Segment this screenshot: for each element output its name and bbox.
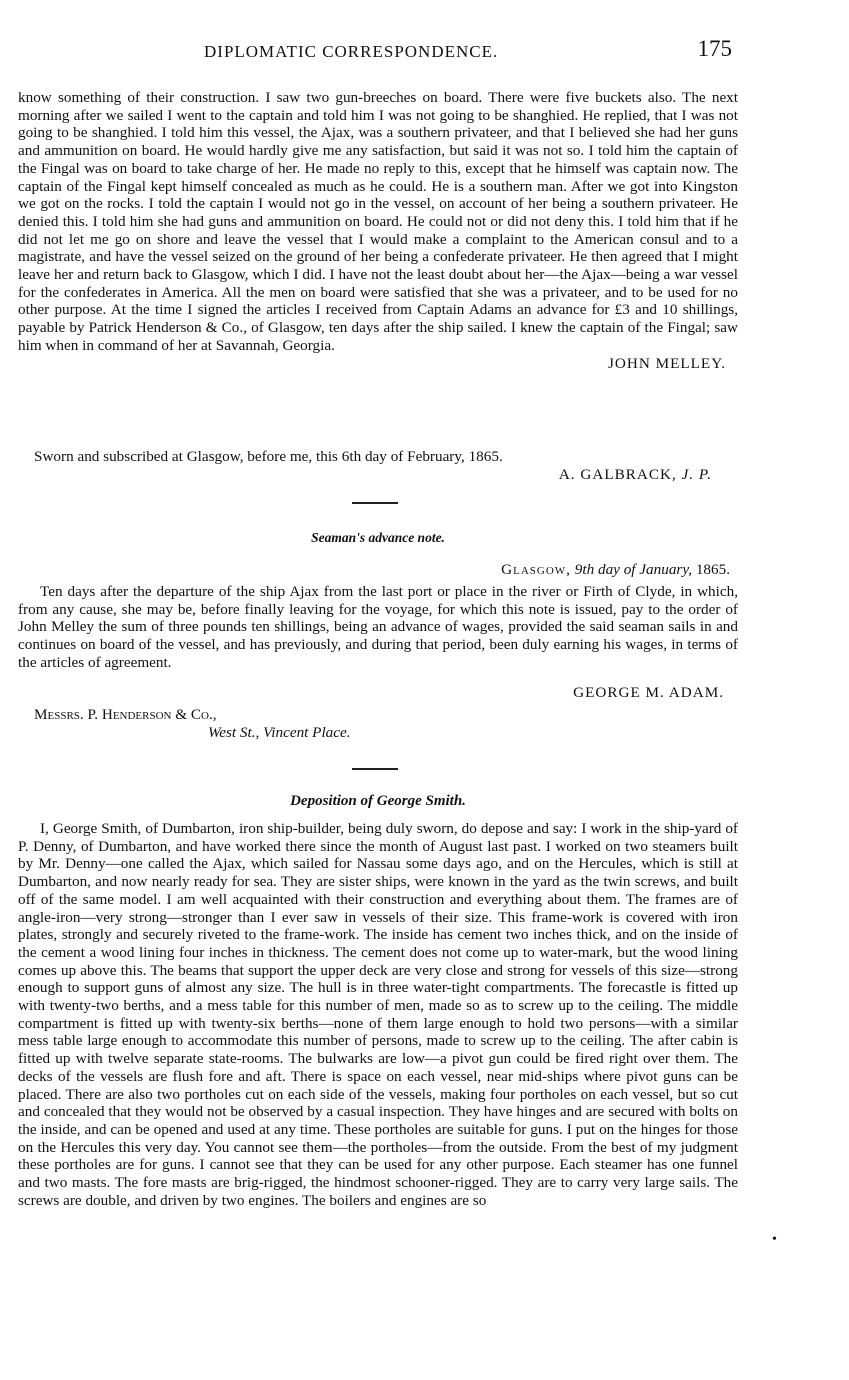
melley-signature: JOHN MELLEY. (607, 354, 726, 372)
dateline-city: Glasgow, (501, 561, 571, 578)
justice-signature (18, 466, 738, 484)
melley-testimony (18, 89, 738, 373)
advance-note-heading: Seaman's advance note. (311, 530, 445, 545)
running-title: DIPLOMATIC CORRESPONDENCE. (204, 42, 499, 61)
advance-note-dateline (501, 561, 730, 579)
addressee-block (34, 706, 351, 742)
dateline-date: 9th day of January, (574, 561, 693, 578)
section-divider (352, 502, 398, 504)
justice-name: A. GALBRACK, (558, 466, 677, 483)
margin-mark: • (772, 1232, 777, 1247)
sworn-statement (18, 448, 738, 484)
smith-deposition (18, 820, 738, 1209)
page-number: 175 (697, 36, 732, 61)
smith-deposition-text: I, George Smith, of Dumbarton, iron ship-builder, being duly sworn, do depose and say: I work in the ship-yard of P. Denny, of Dumbarton, and have worked there since the month of August last past. I worked on two steamers built by Mr. Denny—one called the Ajax, which sailed for Nassau some days ago, and on the Hercules, which is still at Dumbarton, and now nearly ready for sea. They are sister ships, were known in the yard as the twin screws, and built off of the same model. I am well acquainted with their construction and everything about them. The frames are of angle-iron—very strong—stronger than I ever saw in vessels of their size. This frame-work is covered with iron plates, strongly and securely riveted to the frame-work. The inside has cement two inches thick, and on the inside of the cement a wood lining four inches in thickness. The cement does not come up to water-mark, but the wood lining comes up above this. The beams that support the upper deck are very close and strong for vessels of this size—strong enough to support guns of almost any size. The hull is in three water-tight compartments. The forecastle is fitted up with twenty-two berths, and a mess table for this number of men, made so as to screw up to the ceiling. The middle compartment is fitted up with twenty-six berths—none of them large enough to hold two persons—with a similar mess table large enough to accommodate this number of persons, made to screw up to the ceiling. The after cabin is fitted up with twelve separate state-rooms. The bulwarks are low—a pivot gun could be fired right over them. The decks of the vessels are flush fore and aft. There is space on each vessel, near mid-ships where pivot guns can be placed. There are also two portholes cut on each side of the vessels, making four portholes on each vessel, but so cut and concealed that they would not be observed by a casual inspection. They have hinges and are secured with bolts on the inside, and can be opened and used at any time. These portholes are suitable for guns. I put on the hinges for those on the Hercules this very day. You cannot see them—the portholes—from the outside. From the best of my judgment these portholes are for guns. I cannot see that they can be used for any other purpose. Each steamer has one funnel and two masts. The fore masts are brig-rigged, the hindmost schooner-rigged. They are to carry very large sails. The screws are double, and driven by two engines. The boilers and engines are so (18, 820, 738, 1209)
melley-testimony-text: know something of their construction. I saw two gun-breeches on board. There were five buckets also. The next morning after we sailed I went to the captain and told him I was not going to be shanghied. He replied, that I was not going to be shanghied. I told him this vessel, the Ajax, was a southern privateer, and that I believed she had her guns and ammunition on board. He would hardly give me any satisfaction, but said it was not so. I told him the captain of the Fingal was on board to take charge of her. He made no reply to this, except that he himself was captain now. The captain of the Fingal kept himself concealed as much as he could. He is a southern man. After we got into Kingston we got on the rocks. I told the captain I would not go in the vessel, on account of her being a southern privateer. He denied this. I told him she had guns and ammunition on board. He could not or did not deny this. I told him that if he did not let me go on shore and leave the vessel that I would make a complaint to the American consul and to a magistrate, and have the vessel seized on the ground of her being a confederate privateer. He then agreed that I might leave her and return back to Glasgow, which I did. I have not the least doubt about her—the Ajax—being a war vessel for the confederates in America. All the men on board were satisfied that she was a privateer, and to be used for no other purpose. At the time I signed the articles I received from Captain Adams an advance for £3 and 10 shillings, payable by Patrick Henderson & Co., of Glasgow, ten days after the ship sailed. I knew the captain of the Fingal; saw him when in command of her at Savannah, Georgia. (18, 89, 738, 354)
running-header (18, 36, 738, 66)
justice-title: J. P. (681, 466, 712, 483)
addressee-address: West St., Vincent Place. (208, 724, 351, 741)
dateline-year: 1865. (695, 561, 730, 578)
addressee-name: Messrs. P. Henderson & Co., (34, 706, 217, 723)
advance-note-text: Ten days after the departure of the ship Ajax from the last port or place in the river or Firth of Clyde, in which, from any cause, she may be, before finally leaving for the voyage, for which this note is issued, pay to the order of John Melley the sum of three pounds ten shillings, being an advance of wages, provided the said seaman sails in and continues on board of the vessel, and has previously, and during that period, been duly earning his wages, in terms of the articles of agreement. (18, 583, 738, 671)
deposition-heading: Deposition of George Smith. (290, 793, 466, 809)
adam-signature: GEORGE M. ADAM. (573, 684, 724, 701)
sworn-text: Sworn and subscribed at Glasgow, before me, this 6th day of February, 1865. (34, 448, 503, 465)
advance-note-body (18, 583, 738, 672)
section-divider-2 (352, 768, 398, 770)
